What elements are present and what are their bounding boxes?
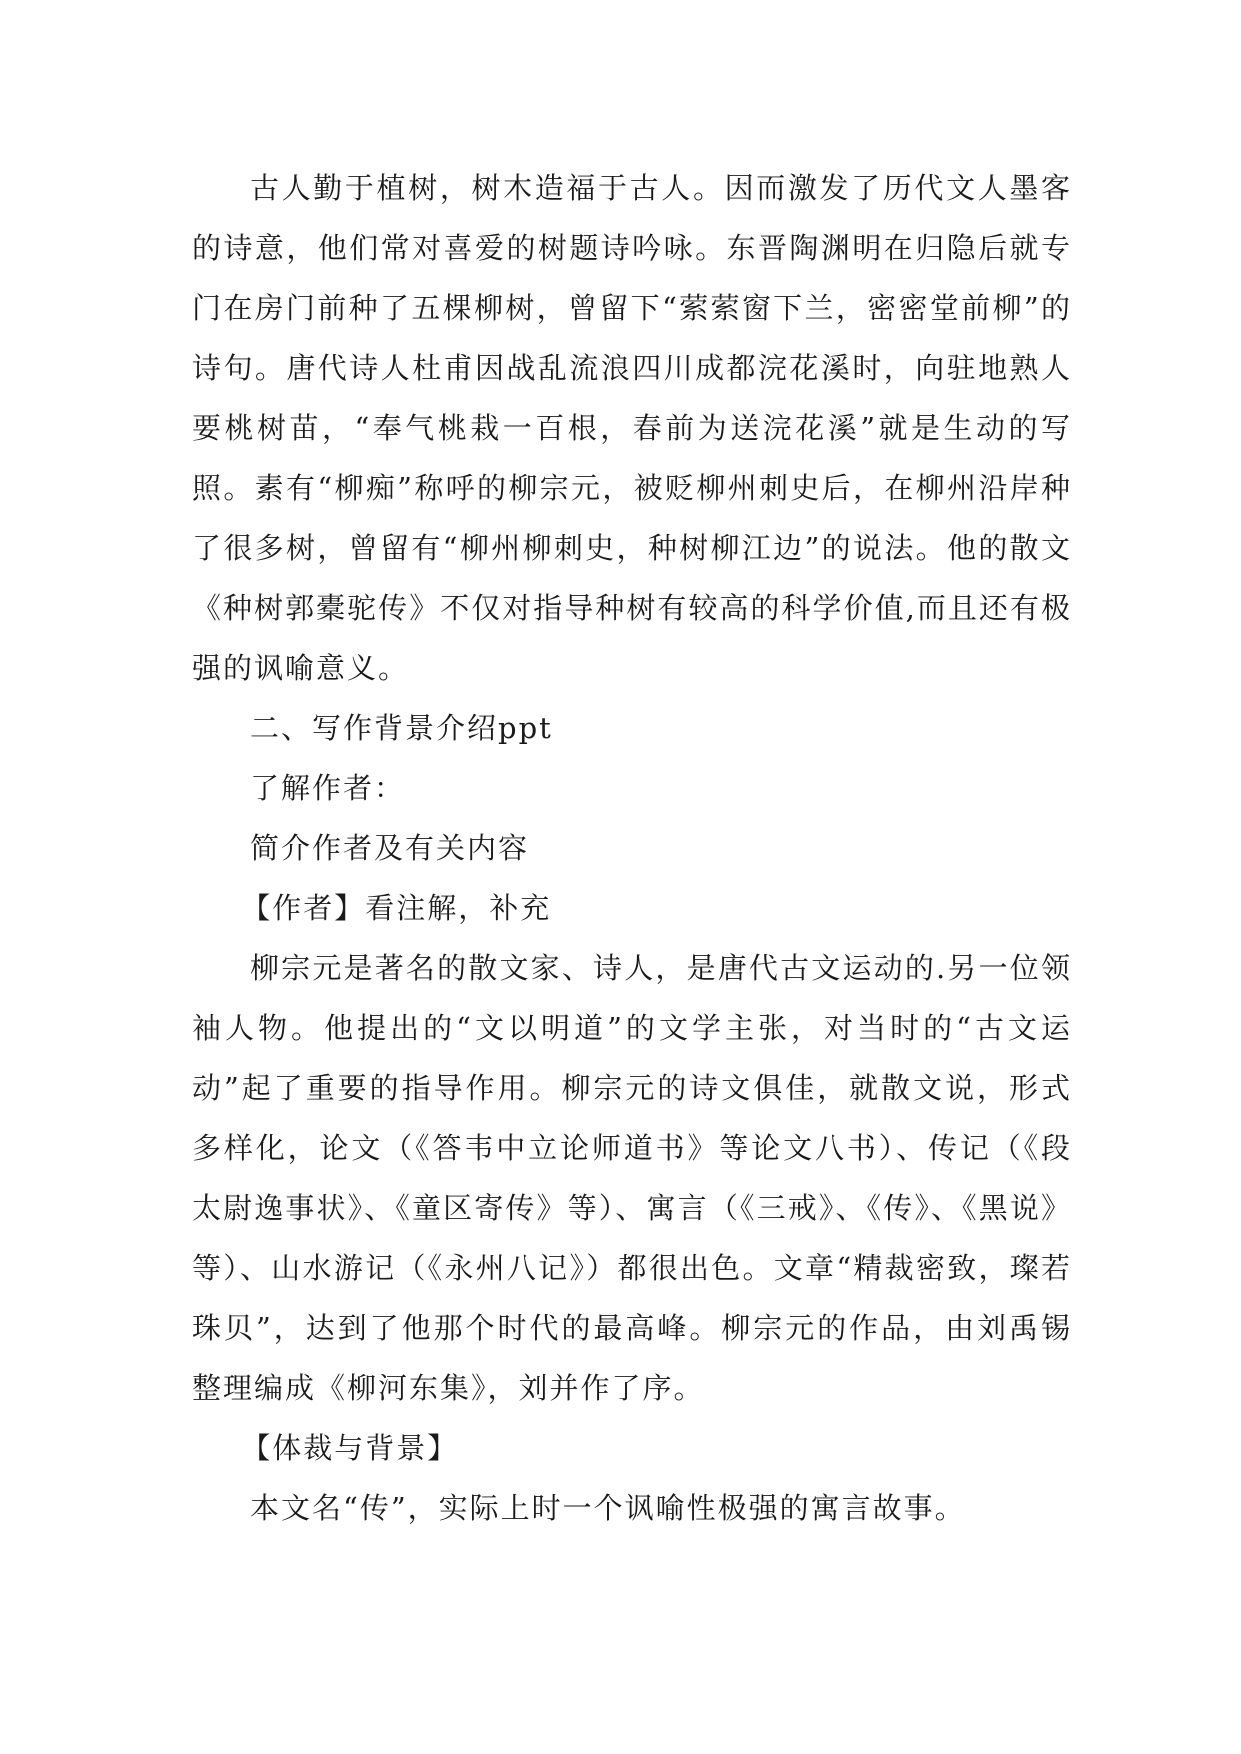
paragraph-genre-description: 本文名“传”，实际上时一个讽喻性极强的寓言故事。 [250,1491,966,1525]
subheading-author-intro: 简介作者及有关内容 [250,831,530,865]
paragraph-tree-planting-poets: 古人勤于植树，树木造福于古人。因而激发了历代文人墨客的诗意，他们常对喜爱的树题诗吟咏。东晋陶渊明在归隐后就专门在房门前种了五棵柳树，曾留下“萦萦窗下兰，密密堂前柳”的诗句。唐代诗人杜甫因战乱流浪四川成都浣花溪时，向驻地熟人要桃树苗，“奉气桃栽一百根，春前为送浣花溪”就是生动的写照。素有“柳痴”称呼的柳宗元，被贬柳州刺史后，在柳州沿岸种了很多树，曾留有“柳州柳刺史，种树柳江边”的说法。他的散文《种树郭橐驼传》不仅对指导种树有较高的科学价值,而且还有极强的讽喻意义。 [192,171,1072,685]
subheading-know-author: 了解作者： [250,771,406,805]
paragraph-liu-zongyuan-bio: 柳宗元是著名的散文家、诗人，是唐代古文运动的.另一位领袖人物。他提出的“文以明道”的文学主张，对当时的“古文运动”起了重要的指导作用。柳宗元的诗文俱佳，就散文说，形式多样化，论文（《答韦中立论师道书》等论文八书）、传记（《段太尉逸事状》、《童区寄传》等）、寓言（《三戒》、《传》、《黑说》等）、山水游记（《永州八记》）都很出色。文章“精裁密致，璨若珠贝”，达到了他那个时代的最高峰。柳宗元的作品，由刘禹锡整理编成《柳河东集》，刘并作了序。 [192,951,1072,1405]
section-heading-writing-background: 二、写作背景介绍ppt [250,711,553,745]
document-body [192,158,1072,1538]
genre-background-heading: 【体裁与背景】 [241,1431,459,1465]
author-note-heading: 【作者】看注解，补充 [241,891,552,925]
